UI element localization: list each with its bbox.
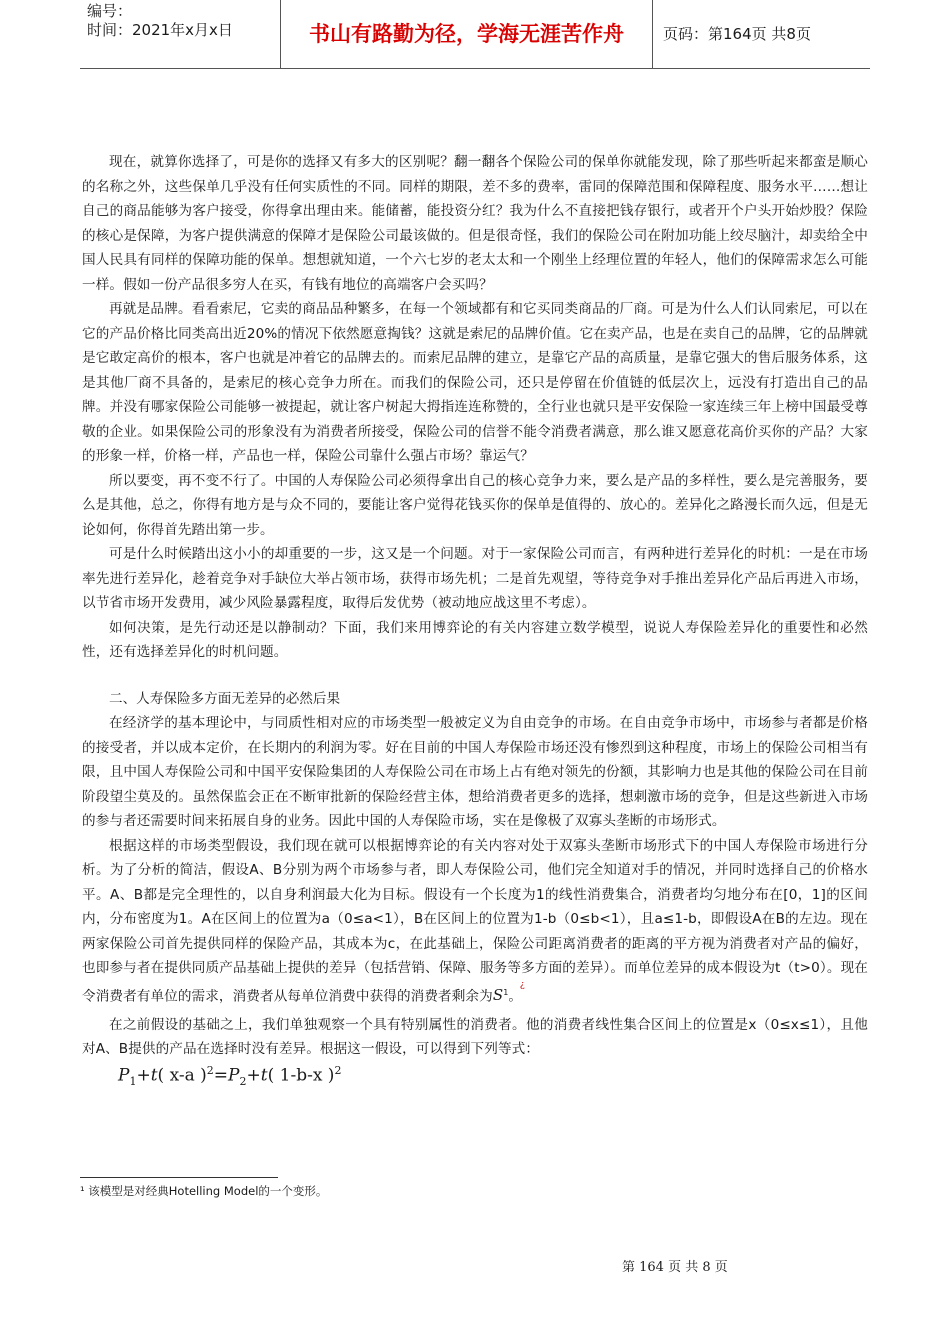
equation: [118, 1064, 868, 1094]
header-meta: [80, 0, 280, 68]
paragraph: 所以要变，再不变不行了。中国的人寿保险公司必须得拿出自己的核心竞争力来，要么是产品的多样性，要么是完善服务，要么是其他，总之，你得有地方是与众不同的，要能让客户觉得花钱买你的保单是值得的、放心的。差异化之路漫长而久远，但是无论如何，你得首先踏出第一步。: [82, 472, 868, 538]
header-motto: 书山有路勤为径，学海无涯苦作舟: [280, 0, 653, 68]
page-footer: 第 164 页 共 8 页: [622, 1260, 728, 1275]
paragraph: 再就是品牌。看看索尼，它卖的商品品种繁多，在每一个领域都有和它买同类商品的厂商。可是为什么人们认同索尼，可以在它的产品价格比同类高出近20%的情况下依然愿意掏钱？这就是索尼的品牌价值。它在卖产品，也是在卖自己的品牌，它的品牌就是它敢定高价的根本，客户也就是冲着它的品牌去的。而索尼品牌的建立，是靠它产品的高质量，是靠它强大的售后服务体系，这是其他厂商不具备的，是索尼的核心竞争力所在。而我们的保险公司，还只是停留在价值链的低层次上，远没有打造出自己的品牌。并没有哪家保险公司能够一被提起，就让客户树起大拇指连连称赞的，全行业也就只是平安保险一家连续三年上榜中国最受尊敬的企业。如果保险公司的形象没有为消费者所接受，保险公司的信誉不能令消费者满意，那么谁又愿意花高价买你的产品？大家的形象一样，价格一样，产品也一样，保险公司靠什么强占市场？靠运气？: [82, 301, 868, 464]
eq-equals: =: [213, 1065, 229, 1086]
eq-p2-sub: 2: [239, 1074, 247, 1088]
eq-plus: +: [136, 1065, 151, 1086]
eq-sq2: 2: [334, 1063, 342, 1077]
paragraph: 可是什么时候踏出这小小的却重要的一步，这又是一个问题。对于一家保险公司而言，有两种进行差异化的时机：一是在市场率先进行差异化，趁着竞争对手缺位大举占领市场，获得市场先机；二是首先观望，等待竞争对手推出差异化产品后再进入市场，以节省市场开发费用，减少风险暴露程度，取得后发优势（被动地应战这里不考虑）。: [82, 546, 868, 611]
paragraph: 现在，就算你选择了，可是你的选择又有多大的区别呢？翻一翻各个保险公司的保单你就能发现，除了那些听起来都蛮是顺心的名称之外，这些保单几乎没有任何实质性的不同。同样的期限，差不多的费率，雷同的保障范围和保障程度、服务水平……想让自己的商品能够为客户接受，你得拿出理由来。能储蓄，能投资分红？我为什么不直接把钱存银行，或者开个户头开始炒股？保险的核心是保障，为客户提供满意的保障才是保险公司最该做的。但是很奇怪，我们的保险公司在附加功能上绞尽脑汁，却卖给全中国人民具有同样的保障功能的保单。想想就知道，一个六七岁的老太太和一个刚坐上经理位置的年轻人，他们的保障需求怎么可能一样。假如一份产品很多穷人在买，有钱有地位的高端客户会买吗？: [82, 154, 868, 293]
surplus-s: S: [492, 986, 504, 1005]
eq-lhs-paren: ( x-a ): [157, 1065, 207, 1086]
paragraph: 如何决策，是先行动还是以静制动？下面，我们来用博弈论的有关内容建立数学模型，说说人寿保险差异化的重要性和必然性，还有选择差异化的时机问题。: [82, 619, 868, 660]
eq-plus2: +: [246, 1065, 261, 1086]
surplus-mark: ¿: [519, 980, 525, 991]
paragraph-text: 根据这样的市场类型假设，我们现在就可以根据博弈论的有关内容对处于双寡头垄断市场形式下的中国人寿保险市场进行分析。为了分析的简洁，假设A、B分别为两个市场参与者，即人寿保险公司，他们完全知道对手的情况，并同时选择自己的价格水平。A、B都是完全理性的，以自身利润最大化为目标。假设有一个长度为1的线性消费集合，消费者均匀地分布在[0，1]的区间内，分布密度为1。A在区间上的位置为a（0≤a<1），B在区间上的位置为1-b（0≤b<1），且a≤1-b，即假设A在B的左边。现在两家保险公司首先提供同样的保险产品，其成本为c，在此基础上，保险公司距离消费者的距离的平方视为消费者对产品的偏好，也即参与者在提供同质产品基础上提供的差异（包括营销、保障、服务等多方面的差异）。而单位差异的成本假设为t（t>0）。现在令消费者有单位的需求，消费者从每单位消费中获得的消费者剩余为: [82, 837, 868, 1005]
footnote: ¹ 该模型是对经典Hotelling Model的一个变形。: [80, 1184, 328, 1198]
eq-sq: 2: [206, 1063, 214, 1077]
eq-p2: P: [228, 1065, 240, 1086]
paragraph: 根据这样的市场类型假设，我们现在就可以根据博弈论的有关内容对处于双寡头垄断市场形式下的中国人寿保险市场进行分析。为了分析的简洁，假设A、B分别为两个市场参与者，即人寿保险公司，他们完全知道对手的情况，并同时选择自己的价格水平。A、B都是完全理性的，以自身利润最大化为目标。假设有一个长度为1的线性消费集合，消费者均匀地分布在[0，1]的区间内，分布密度为1。A在区间上的位置为a（0≤a<1），B在区间上的位置为1-b（0≤b<1），且a≤1-b，即假设A在B的左边。现在两家保险公司首先提供同样的保险产品，其成本为c，在此基础上，保险公司距离消费者的距离的平方视为消费者对产品的偏好，也即参与者在提供同质产品基础上提供的差异（包括营销、保障、服务等多方面的差异）。而单位差异的成本假设为t（t>0）。现在令消费者有单位的需求，消费者从每单位消费中获得的消费者剩余为 ¿ $S^1$。: [82, 837, 868, 1005]
eq-p1: P: [118, 1065, 130, 1086]
document-body: [82, 150, 868, 1094]
eq-p1-sub: 1: [129, 1074, 137, 1088]
surplus-symbol: [492, 980, 525, 1005]
paragraph: 在之前假设的基础之上，我们单独观察一个具有特别属性的消费者。他的消费者线性集合区间上的位置是x（0≤x≤1），且他对A、B提供的产品在选择时没有差异。根据这一假设，可以得到下列等式：: [82, 1016, 868, 1058]
paragraph: 在经济学的基本理论中，与同质性相对应的市场类型一般被定义为自由竞争的市场。在自由竞争市场中，市场参与者都是价格的接受者，并以成本定价，在长期内的利润为零。好在目前的中国人寿保险市场还没有惨烈到这种程度，市场上的保险公司相当有限，且中国人寿保险公司和中国平安保险集团的人寿保险公司在市场上占有绝对领先的份额，其影响力也是其他的保险公司在目前阶段望尘莫及的。虽然保监会正在不断审批新的保险经营主体，想给消费者更多的选择，想刺激市场的竞争，但是这些新进入市场的参与者还需要时间来拓展自身的业务。因此中国的人寿保险市场，实在是像极了双寡头垄断的市场形式。: [82, 715, 868, 829]
page-header: [80, 0, 870, 69]
eq-rhs-paren: ( 1-b-x ): [267, 1065, 335, 1086]
id-label: 编号：: [87, 2, 133, 20]
section-title: 二、人寿保险多方面无差异的必然后果: [109, 690, 341, 707]
footnote-ref: 1: [503, 987, 509, 997]
footnote-divider: [80, 1177, 278, 1178]
header-page-code: 页码：第164页 共8页: [663, 25, 811, 43]
date-label: 时间：2021年x月x日: [87, 21, 233, 39]
eq-t: t: [150, 1065, 158, 1086]
eq-t2: t: [260, 1065, 268, 1086]
